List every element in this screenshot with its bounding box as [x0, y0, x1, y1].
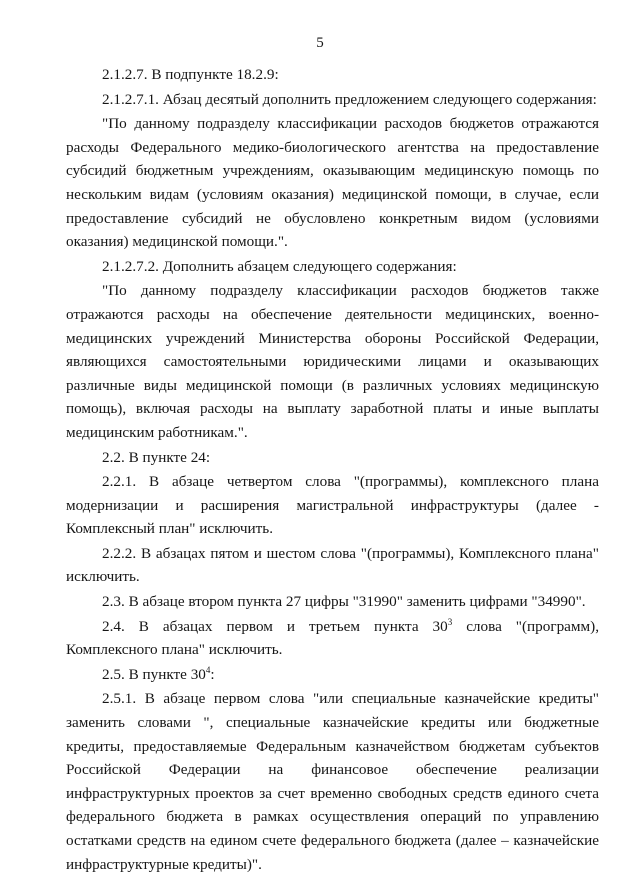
paragraph-2-4-text: 2.4. В абзацах первом и третьем пункта 30	[102, 617, 448, 635]
paragraph-2-1-2-7-2: 2.1.2.7.2. Дополнить абзацем следующего содержания:	[102, 257, 457, 275]
paragraph-2-5-text: 2.5. В пункте 30	[102, 665, 206, 683]
paragraph-2-1-2-7: 2.1.2.7. В подпункте 18.2.9:	[102, 66, 279, 83]
quoted-text-defense-ministry: "По данному подразделу классификации расходов бюджетов также отражаются расходы на обеспечение деятельности медицинских, военно-медицинских учреждений Министерства обороны Российской Федерации, являющихся самостоятельными юридическими лицами и оказывающих различные виды медицинской помощи (в различных условиях медицинскую помощь), включая расходы на выплату заработной платы и иные выплаты медицинским работникам.".	[66, 282, 599, 441]
paragraph-2-5-1: 2.5.1. В абзаце первом слова "или специальные казначейские кредиты" заменить словами ", специальные казначейские кредиты или бюджетные кредиты, предоставляемые Федеральным казначейством бюджетам субъектов Российской Федерации на финансовое обеспечение реализации инфраструктурных проектов за счет временно свободных средств единого счета федерального бюджета в рамках осуществления операций по управлению остатками средств на едином счете федерального бюджета (далее – казначейские инфраструктурные кредиты)".	[66, 690, 599, 873]
paragraph-2-2: 2.2. В пункте 24:	[102, 448, 211, 466]
paragraph-2-2-1: 2.2.1. В абзаце четвертом слова "(программы), комплексного плана модернизации и расширения магистральной инфраструктуры (далее - Комплексный план" исключить.	[66, 473, 599, 538]
paragraph-2-2-2: 2.2.2. В абзацах пятом и шестом слова "(программы), Комплексного плана" исключить.	[66, 544, 599, 586]
superscript: 3	[447, 616, 453, 627]
quoted-text-fmba: "По данному подразделу классификации расходов бюджетов отражаются расходы Федерального медико-биологического агентства на предоставление субсидий бюджетным учреждениям, оказывающим медицинскую помощь по нескольким видам (условиям оказания) медицинской помощи, в случае, если предоставление субсидий не обусловлено конкретным видом (условиями оказания) медицинской помощи.".	[66, 115, 599, 251]
superscript: 4	[205, 664, 211, 675]
paragraph-2-1-2-7-1: 2.1.2.7.1. Абзац десятый дополнить предложением следующего содержания:	[102, 90, 597, 108]
document-body	[66, 63, 599, 876]
paragraph-2-4-text-end: слова "(программ), Комплексного плана" исключить.	[66, 617, 599, 659]
paragraph-2-5-text-end: :	[210, 665, 215, 683]
paragraph-2-3: 2.3. В абзаце втором пункта 27 цифры "31990" заменить цифрами "34990".	[102, 593, 586, 611]
paragraph-2-5	[66, 663, 599, 687]
paragraph-2-4	[66, 615, 599, 662]
page-number: 5	[316, 35, 324, 51]
